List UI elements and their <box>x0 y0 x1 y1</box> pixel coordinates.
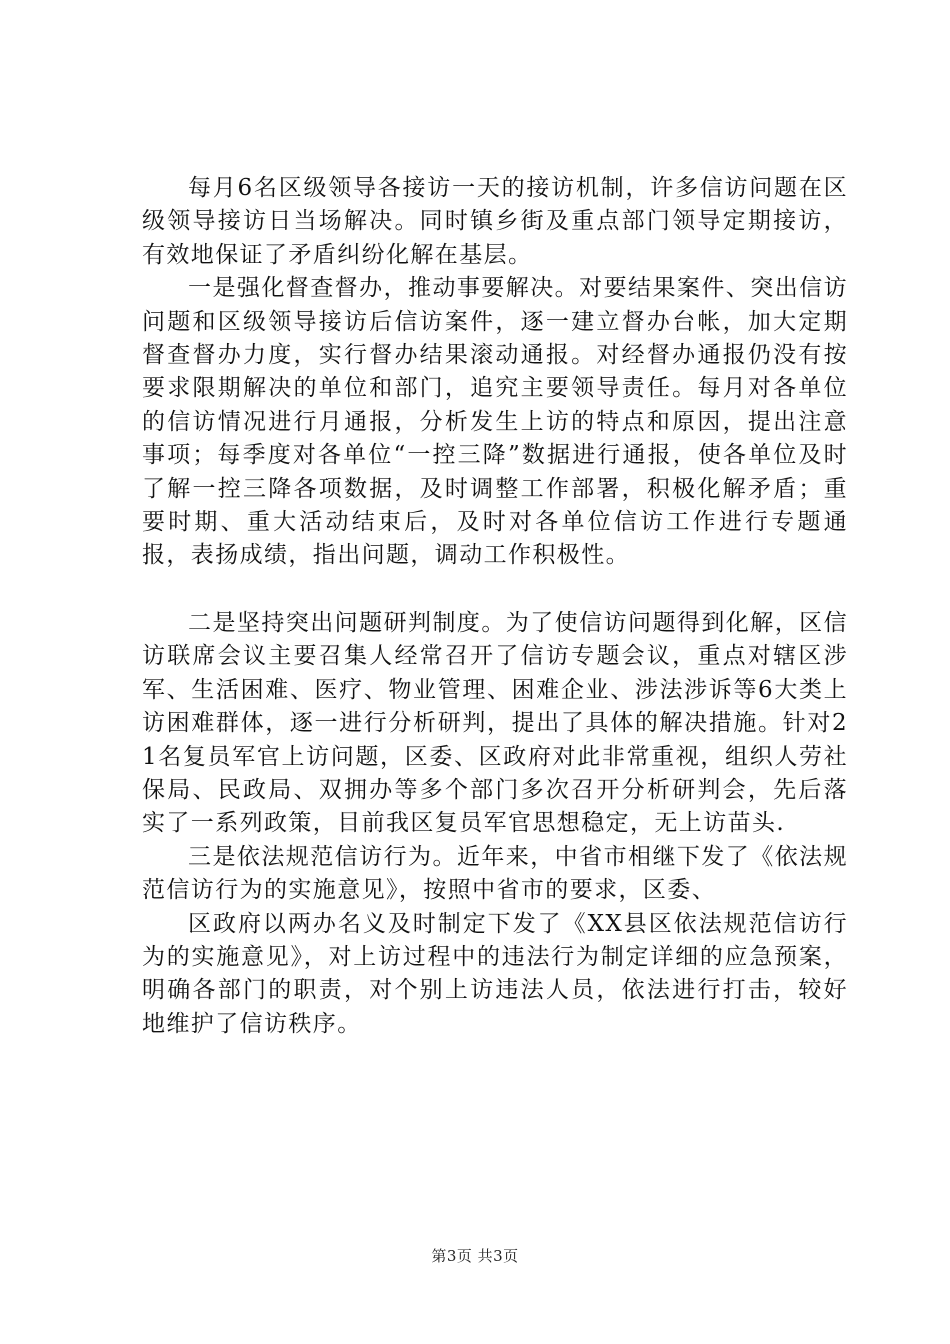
paragraph-gap <box>142 573 848 607</box>
paragraph-1: 每月6名区级领导各接访一天的接访机制，许多信访问题在区级领导接访日当场解决。同时镇乡街及重点部门领导定期接访，有效地保证了矛盾纠纷化解在基层。 <box>142 175 848 268</box>
paragraph-4: 三是依法规范信访行为。近年来，中省市相继下发了《依法规范信访行为的实施意见》，按照中省市的要求，区委、 <box>142 843 848 904</box>
paragraph-3: 二是坚持突出问题研判制度。为了使信访问题得到化解，区信访联席会议主要召集人经常召开了信访专题会议，重点对辖区涉军、生活困难、医疗、物业管理、困难企业、涉法涉诉等6大类上访困难群体，逐一进行分析研判，提出了具体的解决措施。针对21名复员军官上访问题，区委、区政府对此非常重视，组织人劳社保局、民政局、双拥办等多个部门多次召开分析研判会，先后落实了一系列政策，目前我区复员军官思想稳定，无上访苗头. <box>142 609 848 837</box>
page-footer: 第3页 共3页 <box>431 1247 519 1265</box>
paragraph-5: 区政府以两办名义及时制定下发了《XX县区依法规范信访行为的实施意见》，对上访过程中的违法行为制定详细的应急预案，明确各部门的职责，对个别上访违法人员，依法进行打击，较好地维护了信访秩序。 <box>142 910 848 1037</box>
document-body <box>142 172 848 1041</box>
paragraph-2: 一是强化督查督办，推动事要解决。对要结果案件、突出信访问题和区级领导接访后信访案件，逐一建立督办台帐，加大定期督查督办力度，实行督办结果滚动通报。对经督办通报仍没有按要求限期解决的单位和部门，追究主要领导责任。每月对各单位的信访情况进行月通报，分析发生上访的特点和原因，提出注意事项；每季度对各单位“一控三降”数据进行通报，使各单位及时了解一控三降各项数据，及时调整工作部署，积极化解矛盾；重要时期、重大活动结束后，及时对各单位信访工作进行专题通报，表扬成绩，指出问题，调动工作积极性。 <box>142 275 848 569</box>
